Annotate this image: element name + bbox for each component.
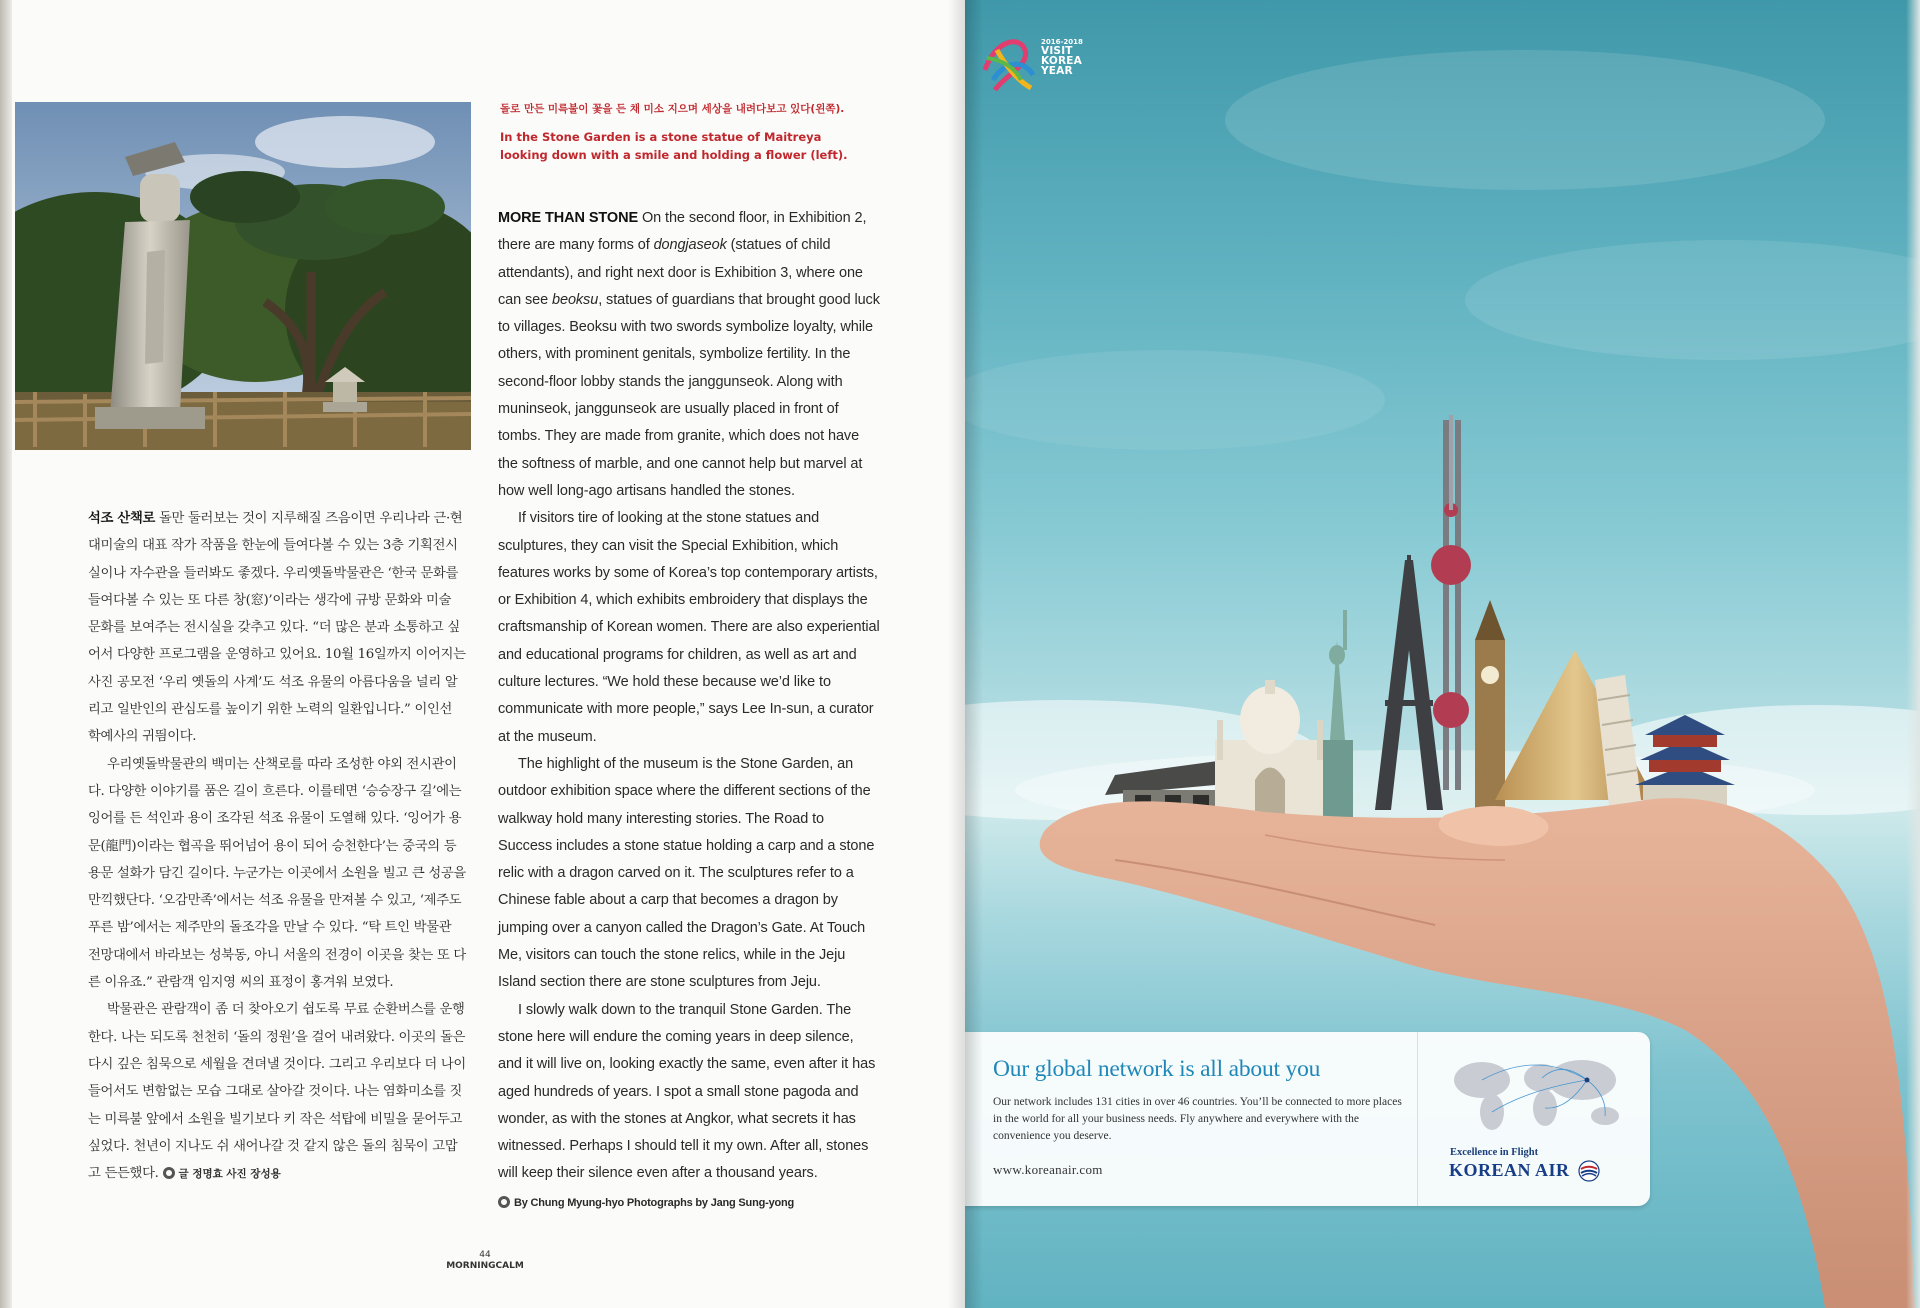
term-beoksu: beoksu xyxy=(552,291,599,308)
english-paragraph: The highlight of the museum is the Stone Garden, an outdoor exhibition space where the different sections of the walkway hold many interesting stories. The Road to Success includes a stone statue holding a carp and a stone relic with a dragon carved on it. The sculptures refer to a Chinese fable about a carp that becomes a dragon by jumping over a canyon called the Dragon’s Gate. At Touch Me, visitors can touch the stone relics, while in the Jeju Island section there are stone sculptures from Jeju. xyxy=(498,755,875,991)
korean-byline: 글 정명효 사진 장성용 xyxy=(178,1168,281,1181)
korean-article-column xyxy=(88,505,466,1188)
ribbon-logo-icon xyxy=(975,30,1045,100)
ad-headline: Our global network is all about you xyxy=(993,1056,1321,1082)
ad-divider xyxy=(1417,1032,1418,1206)
english-byline: By Chung Myung-hyo Photographs by Jang Sung-yong xyxy=(514,1196,795,1209)
english-article-column xyxy=(498,205,881,1217)
gutter-shadow xyxy=(948,0,965,1308)
logo-line3: YEAR xyxy=(1041,65,1073,77)
maitreya-statue-image xyxy=(15,102,471,450)
korean-paragraph-text: 돌만 둘러보는 것이 지루해질 즈음이면 우리나라 근·현대미술의 대표 작가 작품을 한눈에 들여다볼 수 있는 3층 기획전시실이나 자수관을 들러봐도 좋겠다. 우리옛돌박물관은 ‘한국 문화를 들여다볼 수 있는 또 다른 창(窓)’이라는 생각에 규방 문화와 미술 문화를 보여주는 전시실을 갖추고 있다. “더 많은 분과 소통하고 싶어서 다양한 프로그램을 운영하고 있어요. 10월 16일까지 이어지는 사진 공모전 ‘우리 옛돌의 사계’도 석조 유물의 아름다움을 널리 알리고 일반인의 관심도를 높이기 위한 노력의 일환입니다.” 이인선 학예사의 귀띔이다. xyxy=(88,511,466,745)
gutter-shadow xyxy=(965,0,983,1308)
korean-air-ad-page xyxy=(965,0,1920,1308)
english-byline-line xyxy=(498,1190,881,1217)
page-folio xyxy=(445,1250,525,1272)
logo-line2: KOREA xyxy=(1041,55,1082,67)
english-text: , statues of guardians that brought good luck to villages. Beoksu with two swords symbolize loyalty, while others, with prominent genitals, symbolize fertility. In the second-floor lobby stands the janggunseok. Along with muninseok, janggunseok are usually placed in front of tombs. They are made from granite, which does not have the softness of marble, and one cannot help but marvel at how well long-ago artisans handled the stones. xyxy=(498,291,880,499)
visit-korea-year-text xyxy=(1041,38,1083,76)
english-paragraph xyxy=(498,205,881,505)
magazine-name: MORNINGCALM xyxy=(446,1261,524,1271)
byline-icon xyxy=(163,1167,175,1179)
english-text: On the second floor, in Exhibition 2, there are many forms of xyxy=(498,210,867,254)
logo-line1: VISIT xyxy=(1041,45,1073,57)
world-route-map-icon xyxy=(1447,1050,1627,1136)
page-number: 44 xyxy=(479,1250,491,1260)
ad-tagline: Excellence in Flight xyxy=(1450,1147,1539,1158)
visit-korea-year-logo xyxy=(975,30,1085,100)
english-paragraph: I slowly walk down to the tranquil Stone Garden. The stone here will endure the coming years in deep silence, and it will live on, looking exactly the same, even after it has aged hundreds of years. I spot a small stone pagoda and wonder, as with the stones at Angkor, what secrets it has witnessed. Perhaps I should tell it my own. After all, stones will keep their silence even after a thousand years. xyxy=(498,1001,876,1182)
korean-paragraph: 우리옛돌박물관의 백미는 산책로를 따라 조성한 야외 전시관이다. 다양한 이야기를 품은 길이 흐른다. 이를테면 ‘승승장구 길’에는 잉어를 든 석인과 용이 조각된 석조 유물이 도열해 있다. ‘잉어가 용문(龍門)이라는 협곡을 뛰어넘어 용이 되어 승천한다’는 중국의 등용문 설화가 담긴 길이다. 누군가는 이곳에서 소원을 빌고 큰 성공을 만끽했단다. ‘오감만족’에서는 석조 유물을 만져볼 수 있고, ‘제주도 푸른 밤’에서는 제주만의 돌조각을 만날 수 있다. “탁 트인 박물관 전망대에서 바라보는 성북동, 아니 서울의 전경이 이곳을 찾는 또 다른 이유죠.” 관람객 임지영 씨의 표정이 홍겨워 보였다. xyxy=(88,756,466,991)
ad-body: Our network includes 131 cities in over 46 countries. You’ll be connected to more places in the world for all your business needs. Fly anywhere and everywhere with the convenience you deserve. xyxy=(993,1096,1402,1142)
english-paragraph: If visitors tire of looking at the stone statues and sculptures, they can visit the Special Exhibition, which features works by some of Korea’s top contemporary artists, or Exhibition 4, which exhibits embroidery that displays the craftsmanship of Korean women. There are also experiential and educational programs for children, as well as art and culture lectures. “We hold these because we’d like to communicate with more people,” says Lee In-sun, a curator at the museum. xyxy=(498,510,880,745)
ad-url: www.koreanair.com xyxy=(993,1162,1103,1177)
page-edge xyxy=(1906,0,1920,1308)
term-dongjaseok: dongjaseok xyxy=(653,237,727,254)
caption-english: In the Stone Garden is a stone statue of Maitreya looking down with a smile and holding a flower (left). xyxy=(500,130,848,162)
korean-paragraph-text: 박물관은 관람객이 좀 더 찾아오기 쉽도록 무료 순환버스를 운행한다. 나는 되도록 천천히 ‘돌의 정원’을 걸어 내려왔다. 이곳의 돌은 다시 깊은 침묵으로 세월을 견뎌낼 것이다. 그리고 우리보다 더 나이 들어서도 변함없는 모습 그대로 살아갈 것이다. 나는 염화미소를 짓는 미륵불 앞에서 소원을 빌기보다 키 작은 석탑에 비밀을 묻어두고 싶었다. 천년이 지나도 쉬 새어나갈 것 같지 않은 돌의 침묵이 고맙고 든든했다. xyxy=(88,1002,466,1182)
ad-copy-panel xyxy=(965,1032,1650,1206)
logo-years: 2016-2018 xyxy=(1041,38,1083,46)
english-section-lead: MORE THAN STONE xyxy=(498,210,639,226)
korean-section-lead: 석조 산책로 xyxy=(88,511,156,526)
stone-garden-photo xyxy=(15,102,471,450)
byline-icon xyxy=(498,1196,510,1208)
korean-air-taeguk-icon xyxy=(1578,1160,1600,1182)
korean-paragraph xyxy=(88,505,466,751)
photo-caption xyxy=(500,100,872,164)
korean-paragraph xyxy=(88,996,466,1188)
page-edge xyxy=(0,0,12,1308)
caption-korean: 돌로 만든 미륵불이 꽃을 든 채 미소 지으며 세상을 내려다보고 있다(왼쪽). xyxy=(500,103,845,115)
korean-air-brand: KOREAN AIR xyxy=(1449,1160,1570,1180)
english-text: (statues of child attendants), and right next door is Exhibition 3, where one can see xyxy=(498,237,863,308)
